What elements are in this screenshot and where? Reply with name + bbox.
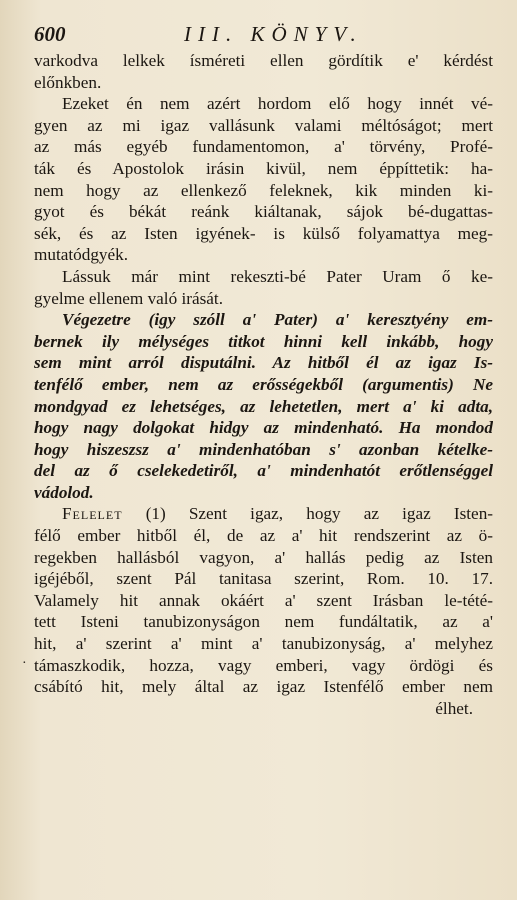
text-line: mutatódgyék. [34,245,129,265]
text-line: regekben hallásból vagyon, a' hallás pedig az Isten [34,547,493,567]
page-body [34,50,493,719]
running-head: III. KÖNYV. [184,22,363,46]
text-line: hit, a' szerint a' mint a' tanubizonyság, a' melyhez [34,634,493,654]
text-line: bernek ily mélységes titkot hinni kell inkább, hogy [34,331,493,351]
margin-mark: · [22,656,27,671]
text-line: vádolod. [34,482,94,502]
text-line: gyelme ellenem való irását. [34,288,223,308]
paragraph [34,266,493,309]
page-header [34,22,491,50]
page-number: 600 [34,22,66,46]
text-line: gyen az mi igaz vallásunk valami méltóságot; mert [34,115,493,135]
text-line: sem mint arról disputálni. Az hitből él az igaz Is- [34,353,493,373]
paragraph [34,93,493,266]
text-line: Végezetre (igy szóll a' Pater) a' keresztyény em- [62,310,493,330]
text-line: mondgyad ez lehetséges, az lehetetlen, mert a' ki adta, [34,396,493,416]
text-line: csábító hit, mely által az igaz Istenfélő ember nem [34,677,493,697]
text-line: az más egyéb fundamentomon, a' törvény, Profé- [34,137,493,157]
text-line: varkodva lelkek ísméreti ellen gördítik e' kérdést [34,51,493,70]
text-line: előnkben. [34,72,102,92]
text-line: Ezeket én nem azért hordom elő hogy innét vé- [62,94,493,114]
text-line: élhet. [435,698,473,718]
paragraph [34,50,493,93]
text-line: Lássuk már mint rekeszti-bé Pater Uram ő ke- [62,266,493,286]
paragraph [34,309,493,503]
paragraph [34,503,493,719]
reply-lead: Felelet [62,504,123,524]
text-line: sék, és az Isten igyének- is külső folyamattya meg- [34,223,493,243]
text-line: Felelet (1) Szent igaz, hogy az igaz Isten- [62,504,493,524]
text-line: félő ember hitből él, de az a' hit rendszerint az ö- [34,526,493,546]
text-line: Valamely hit annak okáért a' szent Irásban le-tété- [34,590,493,610]
text-line: tenfélő ember, nem az erősségekből (argumentis) Ne [34,374,493,394]
text-line: igéjéből, szent Pál tanitasa szerint, Rom. 10. 17. [34,569,493,589]
text-line: hogy hiszeszsz a' mindenhatóban s' azonban kételke- [34,439,493,459]
text-line: gyot és békát reánk kiáltanak, sájok bé-dugattas- [34,202,493,222]
text-line: del az ő cselekedetiről, a' mindenhatót erőtlenséggel [34,461,493,481]
text-line: támaszkodik, hozza, vagy emberi, vagy ördögi és [34,655,493,675]
text-line: hogy nagy dolgokat hidgy az mindenható. Ha mondod [34,418,493,438]
text-line: nem hogy az ellenkező feleknek, kik minden ki- [34,180,493,200]
text-line: tett Isteni tanubizonyságon nem fundáltatik, az a' [34,612,493,632]
text-line: ták és Apostolok irásin kivül, nem éppíttetik: ha- [34,158,493,178]
